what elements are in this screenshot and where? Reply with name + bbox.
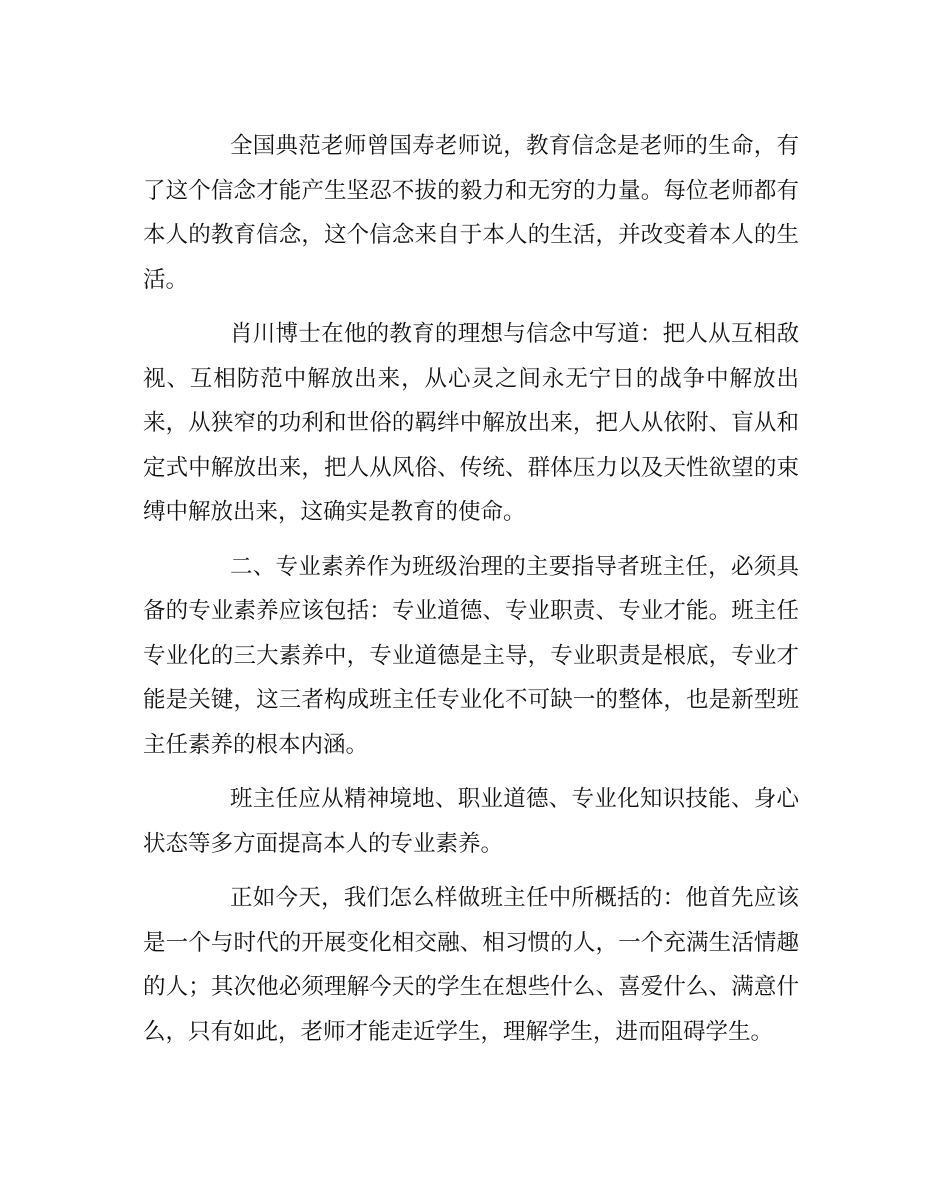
paragraph-1: 全国典范老师曾国寿老师说，教育信念是老师的生命，有了这个信念才能产生坚忍不拔的毅力和无穷的力量。每位老师都有本人的教育信念，这个信念来自于本人的生活，并改变着本人的生活。 <box>143 133 799 293</box>
document-body <box>143 124 799 1064</box>
paragraph-3: 二、专业素养作为班级治理的主要指导者班主任，必须具备的专业素养应该包括：专业道德、专业职责、专业才能。班主任专业化的三大素养中，专业道德是主导，专业职责是根底，专业才能是关键，这三者构成班主任专业化不可缺一的整体，也是新型班主任素养的根本内涵。 <box>143 553 799 758</box>
paragraph-4: 班主任应从精神境地、职业道德、专业化知识技能、身心状态等多方面提高本人的专业素养。 <box>143 786 799 857</box>
paragraph-5: 正如今天，我们怎么样做班主任中所概括的：他首先应该是一个与时代的开展变化相交融、相习惯的人，一个充满生活情趣的人；其次他必须理解今天的学生在想些什么、喜爱什么、满意什么，只有如此，老师才能走近学生，理解学生，进而阻碍学生。 <box>143 885 799 1045</box>
paragraph-2: 肖川博士在他的教育的理想与信念中写道：把人从互相敌视、互相防范中解放出来，从心灵之间永无宁日的战争中解放出来，从狭窄的功利和世俗的羁绊中解放出来，把人从依附、盲从和定式中解放出来，把人从风俗、传统、群体压力以及天性欲望的束缚中解放出来，这确实是教育的使命。 <box>143 321 799 525</box>
